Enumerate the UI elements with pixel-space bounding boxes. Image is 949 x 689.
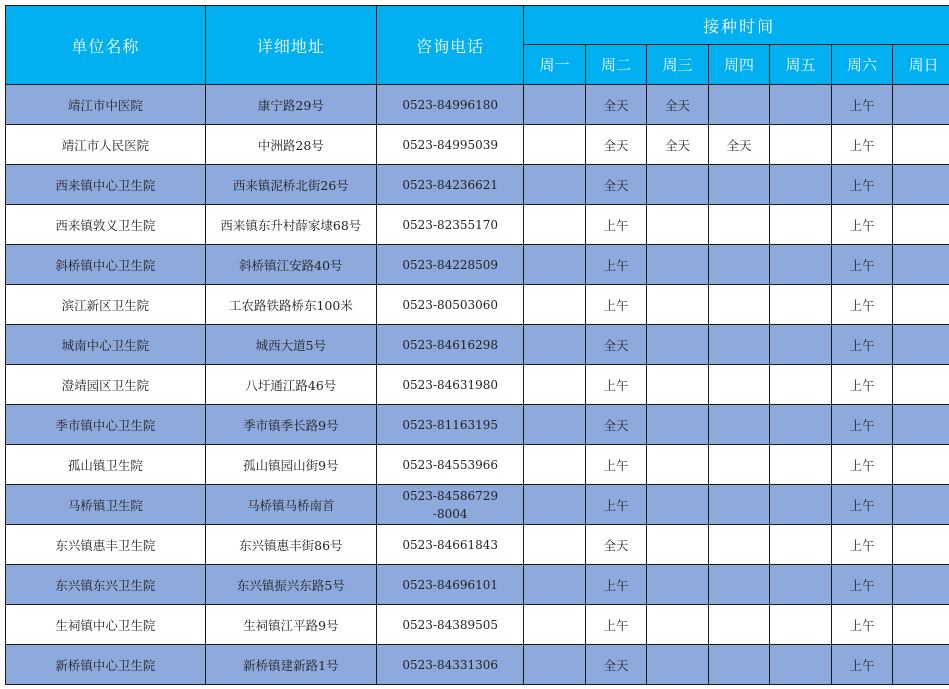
cell-day-sun	[893, 365, 949, 405]
cell-day-tue: 全天	[585, 405, 647, 445]
cell-day-mon	[524, 565, 586, 605]
cell-day-sat: 上午	[831, 165, 893, 205]
cell-day-sat: 上午	[831, 285, 893, 325]
cell-unit-name: 城南中心卫生院	[6, 325, 206, 365]
vaccination-schedule-table	[5, 5, 949, 685]
phone-line: 0523-84631980	[402, 377, 499, 392]
cell-phone	[377, 405, 524, 445]
header-address: 详细地址	[205, 6, 376, 85]
table-row	[6, 605, 949, 645]
cell-day-fri	[770, 125, 832, 165]
table-row	[6, 245, 949, 285]
phone-line: 0523-82355170	[402, 217, 499, 232]
cell-day-thu: 全天	[708, 125, 770, 165]
cell-day-sun	[893, 165, 949, 205]
cell-day-sat: 上午	[831, 405, 893, 445]
cell-day-thu	[708, 365, 770, 405]
cell-address: 东兴镇惠丰街86号	[205, 525, 376, 565]
table-row	[6, 485, 949, 525]
cell-unit-name: 季市镇中心卫生院	[6, 405, 206, 445]
cell-phone	[377, 85, 524, 125]
table-row	[6, 365, 949, 405]
cell-day-mon	[524, 125, 586, 165]
cell-day-fri	[770, 525, 832, 565]
cell-day-fri	[770, 445, 832, 485]
header-day-mon: 周一	[524, 45, 586, 85]
cell-unit-name: 斜桥镇中心卫生院	[6, 245, 206, 285]
cell-day-fri	[770, 405, 832, 445]
cell-day-wed	[647, 365, 709, 405]
phone-line: 0523-84616298	[402, 337, 499, 352]
cell-unit-name: 东兴镇惠丰卫生院	[6, 525, 206, 565]
table-row	[6, 445, 949, 485]
cell-day-fri	[770, 565, 832, 605]
cell-day-wed	[647, 405, 709, 445]
cell-unit-name: 孤山镇卫生院	[6, 445, 206, 485]
cell-day-wed	[647, 645, 709, 685]
cell-day-tue: 全天	[585, 325, 647, 365]
cell-day-thu	[708, 405, 770, 445]
cell-phone	[377, 565, 524, 605]
cell-day-fri	[770, 165, 832, 205]
cell-day-sat: 上午	[831, 365, 893, 405]
cell-address: 东兴镇振兴东路5号	[205, 565, 376, 605]
cell-day-tue: 上午	[585, 485, 647, 525]
header-unit-name: 单位名称	[6, 6, 206, 85]
cell-unit-name: 西来镇敦义卫生院	[6, 205, 206, 245]
cell-day-sat: 上午	[831, 445, 893, 485]
phone-line: 0523-80503060	[402, 297, 499, 312]
cell-day-mon	[524, 205, 586, 245]
cell-day-sun	[893, 525, 949, 565]
cell-day-tue: 上午	[585, 445, 647, 485]
cell-phone	[377, 245, 524, 285]
cell-phone	[377, 445, 524, 485]
table-row	[6, 405, 949, 445]
cell-address: 中洲路28号	[205, 125, 376, 165]
cell-day-tue: 全天	[585, 125, 647, 165]
cell-day-sat: 上午	[831, 565, 893, 605]
phone-line: -8004	[432, 506, 468, 521]
cell-day-tue: 上午	[585, 245, 647, 285]
cell-address: 生祠镇江平路9号	[205, 605, 376, 645]
cell-unit-name: 东兴镇东兴卫生院	[6, 565, 206, 605]
cell-day-fri	[770, 365, 832, 405]
cell-day-thu	[708, 165, 770, 205]
cell-day-thu	[708, 245, 770, 285]
cell-unit-name: 靖江市人民医院	[6, 125, 206, 165]
phone-line: 0523-81163195	[402, 417, 499, 432]
cell-phone	[377, 125, 524, 165]
phone-line: 0523-84586729	[402, 488, 499, 503]
cell-day-sun	[893, 405, 949, 445]
cell-day-sat: 上午	[831, 325, 893, 365]
cell-phone	[377, 205, 524, 245]
phone-line: 0523-84996180	[402, 97, 499, 112]
cell-day-fri	[770, 325, 832, 365]
cell-day-mon	[524, 445, 586, 485]
cell-address: 新桥镇建新路1号	[205, 645, 376, 685]
table-body	[6, 85, 949, 685]
table-row	[6, 525, 949, 565]
phone-line: 0523-84995039	[402, 137, 499, 152]
cell-address: 八圩通江路46号	[205, 365, 376, 405]
cell-day-wed: 全天	[647, 85, 709, 125]
cell-day-thu	[708, 285, 770, 325]
cell-day-sat: 上午	[831, 245, 893, 285]
header-day-thu: 周四	[708, 45, 770, 85]
cell-day-thu	[708, 85, 770, 125]
cell-unit-name: 澄靖园区卫生院	[6, 365, 206, 405]
header-schedule-group: 接种时间	[524, 6, 949, 45]
cell-day-wed: 全天	[647, 125, 709, 165]
cell-day-sun	[893, 325, 949, 365]
phone-line: 0523-84236621	[402, 177, 499, 192]
cell-unit-name: 新桥镇中心卫生院	[6, 645, 206, 685]
cell-day-tue: 上午	[585, 205, 647, 245]
cell-day-wed	[647, 285, 709, 325]
table-row	[6, 325, 949, 365]
cell-day-mon	[524, 525, 586, 565]
cell-day-sun	[893, 245, 949, 285]
cell-day-sun	[893, 205, 949, 245]
cell-day-wed	[647, 325, 709, 365]
cell-unit-name: 滨江新区卫生院	[6, 285, 206, 325]
cell-day-sat: 上午	[831, 125, 893, 165]
header-day-sun: 周日	[893, 45, 949, 85]
table-row	[6, 85, 949, 125]
cell-day-fri	[770, 285, 832, 325]
cell-day-thu	[708, 605, 770, 645]
cell-day-sat: 上午	[831, 605, 893, 645]
cell-day-sat: 上午	[831, 485, 893, 525]
header-day-sat: 周六	[831, 45, 893, 85]
cell-day-thu	[708, 485, 770, 525]
table-row	[6, 645, 949, 685]
phone-line: 0523-84553966	[402, 457, 499, 472]
cell-day-sun	[893, 445, 949, 485]
table-row	[6, 125, 949, 165]
cell-day-thu	[708, 525, 770, 565]
cell-day-fri	[770, 605, 832, 645]
header-phone: 咨询电话	[377, 6, 524, 85]
cell-day-tue: 全天	[585, 85, 647, 125]
cell-day-tue: 全天	[585, 165, 647, 205]
cell-day-wed	[647, 485, 709, 525]
cell-day-tue: 上午	[585, 565, 647, 605]
cell-day-wed	[647, 525, 709, 565]
cell-day-wed	[647, 605, 709, 645]
cell-day-wed	[647, 165, 709, 205]
cell-unit-name: 马桥镇卫生院	[6, 485, 206, 525]
cell-day-mon	[524, 645, 586, 685]
cell-day-thu	[708, 645, 770, 685]
phone-line: 0523-84331306	[402, 657, 499, 672]
cell-day-mon	[524, 485, 586, 525]
cell-day-wed	[647, 245, 709, 285]
cell-day-mon	[524, 405, 586, 445]
table-row	[6, 565, 949, 605]
cell-address: 西来镇泥桥北街26号	[205, 165, 376, 205]
cell-address: 西来镇东升村薛家埭68号	[205, 205, 376, 245]
cell-phone	[377, 165, 524, 205]
cell-phone	[377, 325, 524, 365]
cell-day-mon	[524, 85, 586, 125]
cell-day-sun	[893, 485, 949, 525]
cell-address: 马桥镇马桥南首	[205, 485, 376, 525]
cell-day-thu	[708, 205, 770, 245]
phone-line: 0523-84661843	[402, 537, 499, 552]
cell-day-thu	[708, 325, 770, 365]
cell-day-tue: 上午	[585, 605, 647, 645]
cell-day-tue: 全天	[585, 525, 647, 565]
cell-day-mon	[524, 365, 586, 405]
cell-day-mon	[524, 325, 586, 365]
cell-day-mon	[524, 605, 586, 645]
cell-phone	[377, 285, 524, 325]
cell-day-tue: 上午	[585, 285, 647, 325]
cell-day-fri	[770, 85, 832, 125]
table-row	[6, 165, 949, 205]
cell-day-sun	[893, 645, 949, 685]
cell-day-thu	[708, 565, 770, 605]
cell-day-wed	[647, 445, 709, 485]
cell-day-sun	[893, 85, 949, 125]
cell-day-sat: 上午	[831, 525, 893, 565]
cell-day-sat: 上午	[831, 645, 893, 685]
cell-day-tue: 上午	[585, 365, 647, 405]
cell-address: 工农路铁路桥东100米	[205, 285, 376, 325]
cell-phone	[377, 525, 524, 565]
cell-day-mon	[524, 285, 586, 325]
table-row	[6, 285, 949, 325]
cell-day-fri	[770, 245, 832, 285]
header-day-fri: 周五	[770, 45, 832, 85]
cell-unit-name: 西来镇中心卫生院	[6, 165, 206, 205]
cell-day-fri	[770, 205, 832, 245]
cell-day-sat: 上午	[831, 205, 893, 245]
cell-day-wed	[647, 565, 709, 605]
cell-address: 康宁路29号	[205, 85, 376, 125]
cell-day-sun	[893, 285, 949, 325]
header-day-tue: 周二	[585, 45, 647, 85]
cell-day-thu	[708, 445, 770, 485]
cell-day-mon	[524, 245, 586, 285]
cell-unit-name: 生祠镇中心卫生院	[6, 605, 206, 645]
table-header	[6, 6, 949, 85]
cell-address: 孤山镇园山街9号	[205, 445, 376, 485]
cell-phone	[377, 645, 524, 685]
cell-day-sun	[893, 605, 949, 645]
cell-day-sat: 上午	[831, 85, 893, 125]
phone-line: 0523-84696101	[402, 577, 499, 592]
cell-phone	[377, 365, 524, 405]
cell-day-fri	[770, 645, 832, 685]
phone-line: 0523-84389505	[402, 617, 499, 632]
cell-day-wed	[647, 205, 709, 245]
cell-day-mon	[524, 165, 586, 205]
cell-day-sun	[893, 125, 949, 165]
cell-phone	[377, 485, 524, 525]
cell-address: 斜桥镇江安路40号	[205, 245, 376, 285]
table-row	[6, 205, 949, 245]
phone-line: 0523-84228509	[402, 257, 499, 272]
header-day-wed: 周三	[647, 45, 709, 85]
cell-day-fri	[770, 485, 832, 525]
cell-phone	[377, 605, 524, 645]
cell-day-tue: 全天	[585, 645, 647, 685]
cell-unit-name: 靖江市中医院	[6, 85, 206, 125]
cell-day-sun	[893, 565, 949, 605]
cell-address: 城西大道5号	[205, 325, 376, 365]
cell-address: 季市镇季长路9号	[205, 405, 376, 445]
